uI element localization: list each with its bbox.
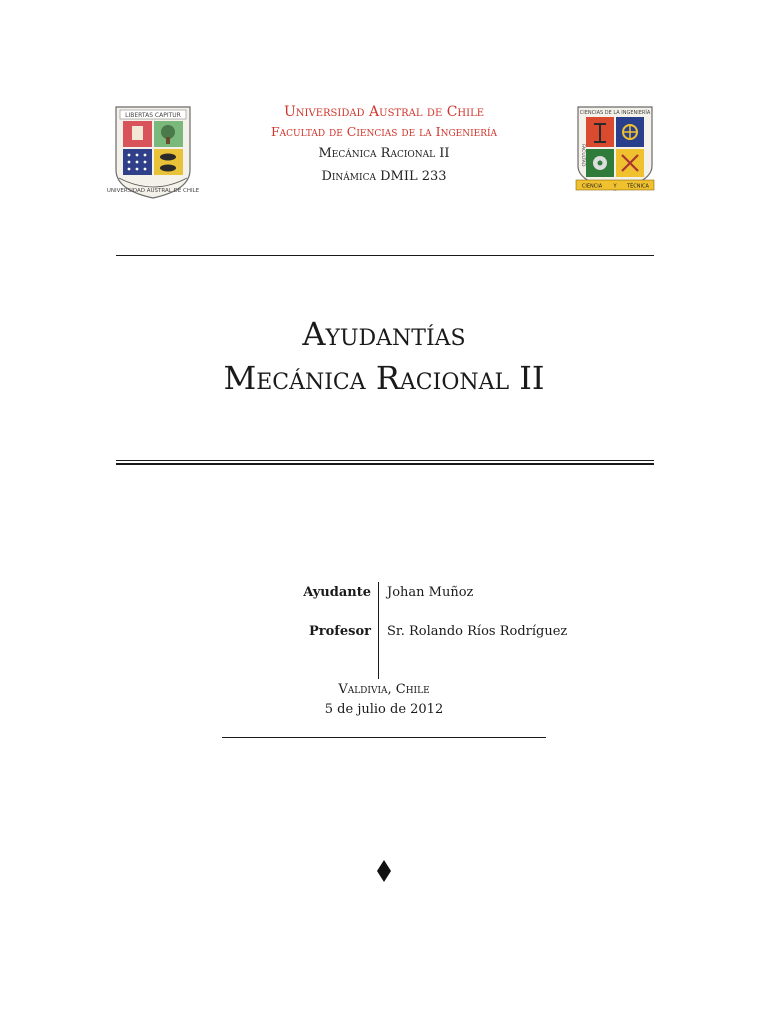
- svg-text:TÉCNICA: TÉCNICA: [627, 183, 649, 190]
- svg-text:Y: Y: [613, 183, 617, 190]
- university-crest-logo: [106, 104, 200, 200]
- top-rule: [116, 255, 654, 256]
- svg-text:CIENCIA: CIENCIA: [581, 183, 603, 190]
- document-title: [120, 312, 648, 400]
- faculty-name: Facultad de Ciencias de la Ingeniería: [270, 124, 498, 139]
- svg-text:FACULTAD: FACULTAD: [580, 144, 585, 167]
- assistant-label: Ayudante: [303, 585, 371, 600]
- faculty-crest-logo: [572, 104, 658, 200]
- double-rule-top: [116, 460, 654, 461]
- title-line-1: Ayudantías: [302, 315, 466, 353]
- double-rule-bottom: [116, 463, 654, 465]
- place: Valdivia, Chile: [338, 682, 430, 697]
- diamond-ornament-icon: [376, 859, 392, 887]
- professor-name: Sr. Rolando Ríos Rodríguez: [387, 624, 568, 639]
- bottom-rule: [222, 737, 546, 738]
- course-unit: Dinámica DMIL 233: [321, 169, 447, 184]
- place-date-block: [234, 680, 534, 720]
- header-block: [200, 103, 568, 188]
- title-line-2: Mecánica Racional II: [223, 359, 545, 397]
- assistant-name: Johan Muñoz: [387, 585, 474, 600]
- date: 5 de julio de 2012: [324, 702, 444, 717]
- professor-label: Profesor: [309, 624, 371, 639]
- svg-text:CIENCIAS DE LA INGENIERÍA: CIENCIAS DE LA INGENIERÍA: [579, 110, 651, 116]
- info-divider: [378, 582, 379, 679]
- svg-text:UNIVERSIDAD AUSTRAL DE CHILE: UNIVERSIDAD AUSTRAL DE CHILE: [106, 188, 200, 194]
- svg-text:LIBERTAS CAPITUR: LIBERTAS CAPITUR: [125, 112, 181, 119]
- course-name: Mecánica Racional II: [318, 146, 450, 161]
- university-name: Universidad Austral de Chile: [283, 104, 485, 120]
